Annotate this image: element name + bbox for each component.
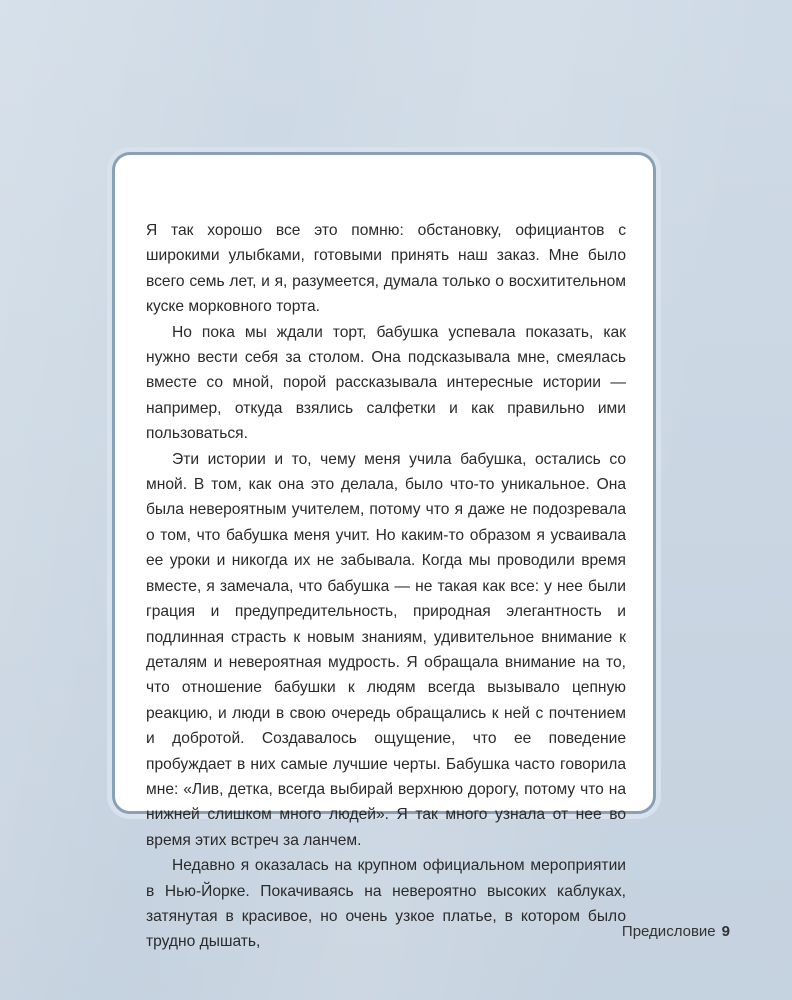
page-footer	[622, 923, 730, 940]
paragraph: Эти истории и то, чему меня учила бабушка, остались со мной. В том, как она это делала, было что-то уникальное. Она была невероятным учителем, потому что я даже не подозревала о том, что бабушка меня учит. Но каким-то образом я усваивала ее уроки и никогда их не забывала. Когда мы проводили время вместе, я замечала, что бабушка — не такая как все: у нее были грация и предупредительность, природная элегантность и подлинная страсть к новым знаниям, удивительное внимание к деталям и невероятная мудрость. Я обращала внимание на то, что отношение бабушки к людям всегда вызывало цепную реакцию, и люди в свою очередь обращались к ней с почтением и добротой. Создавалось ощущение, что ее поведение пробуждает в них самые лучшие черты. Бабушка часто говорила мне: «Лив, детка, всегда выбирай верхнюю дорогу, потому что на нижней слишком много людей». Я так много узнала от нее во время этих встреч за ланчем.	[146, 450, 626, 849]
paragraph: Я так хорошо все это помню: обстановку, официантов с широкими улыбками, готовыми принять наш заказ. Мне было всего семь лет, и я, разумеется, думала только о восхитительном куске морковного торта.	[146, 222, 626, 316]
paragraph: Но пока мы ждали торт, бабушка успевала показать, как нужно вести себя за столом. Она подсказывала мне, смеялась вместе со мной, порой рассказывала интересные истории — например, откуда взялись салфетки и как правильно ими пользоваться.	[146, 323, 626, 443]
page-number: 9	[721, 923, 730, 940]
section-title: Предисловие	[621, 923, 716, 940]
body-text	[146, 218, 626, 955]
paragraph: Недавно я оказалась на крупном официальном мероприятии в Нью-Йорке. Покачиваясь на невероятно высоких каблуках, затянутая в красивое, но очень узкое платье, в котором было трудно дышать,	[146, 857, 626, 951]
